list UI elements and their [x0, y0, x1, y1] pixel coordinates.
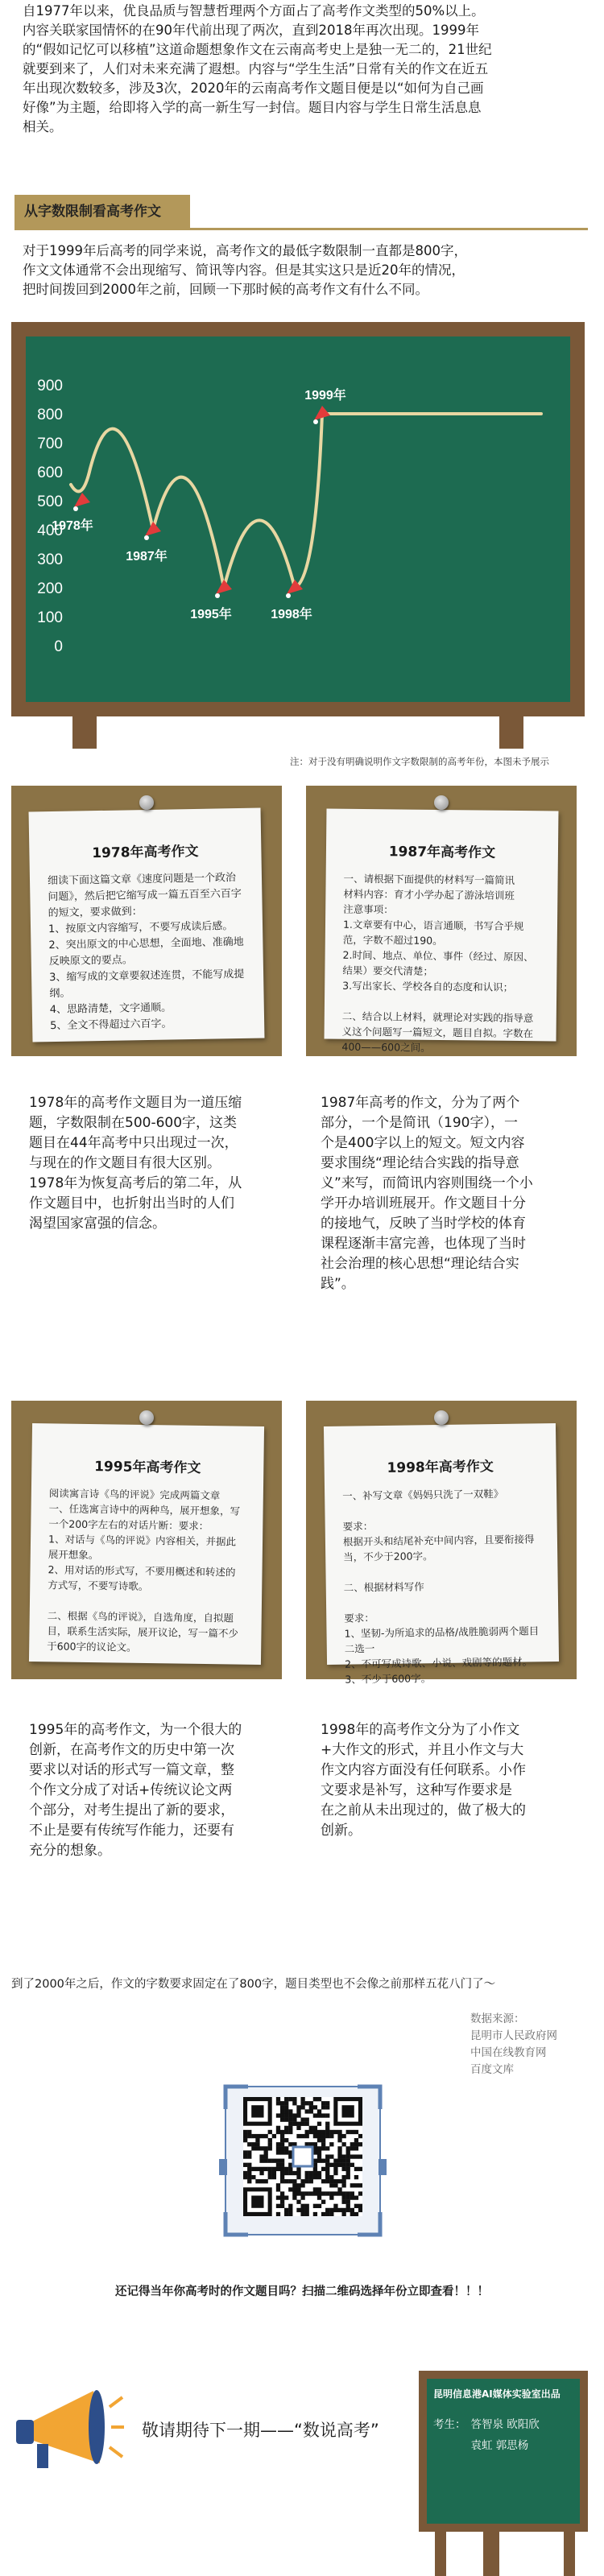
credits-org: 昆明信息港AI媒体实验室出品: [433, 2388, 561, 2400]
desc-line: 学开办培训班展开。作文题目十分: [321, 1195, 526, 1212]
card-frame-1995: [11, 1401, 282, 1679]
megaphone-icon: [5, 2375, 126, 2479]
data-point: [215, 593, 220, 598]
intro-line: 年出现次数较多，涉及3次，2020年的云南高考作文题目便是以“如何为自己画: [23, 80, 484, 96]
board-leg-right: [499, 716, 523, 749]
source-item: 百度文库: [470, 2063, 514, 2076]
card-body: 一、请根据下面提供的材料写一篇简讯 材料内容：育才小学办起了游泳培训班 注意事项： 1.文章要有中心，语言通顺，书写合乎规范，字数不超过190。 2.时间、地点、单位、事件（经过、原因、结果）要交代清楚； 3.写出家长、学校各自的态度和认识； 二、结合以上材料，就理论对实践的指导意义这个问题写一篇短文，题目自拟。字数在400——600之间。: [341, 872, 534, 1054]
desc-line: 不止是要有传统写作能力，还要有: [29, 1823, 234, 1839]
chart-note: 注：对于没有明确说明作文字数限制的高考年份，本图未予展示: [290, 756, 549, 767]
data-point: [73, 506, 78, 511]
intro-line: 就要到来了，人们对未来充满了遐想。内容与“学生生活”日常有关的作文在近五: [23, 61, 489, 76]
pin-icon: [139, 1410, 154, 1425]
data-marker: [145, 522, 161, 536]
credits-name-line: 答智泉 欧阳欣: [470, 2418, 540, 2431]
card-paper: [324, 1423, 559, 1686]
chalkboard-surface: [26, 336, 570, 702]
card-frame-1978: [11, 786, 282, 1056]
section-para-line: 对于1999年后高考的同学来说，高考作文的最低字数限制一直都是800字，: [23, 243, 467, 258]
card-body: 一、补写文章《妈妈只洗了一双鞋》 要求： 根据开头和结尾补充中间内容，且要衔接得当，不少于200字。 二、根据材料写作 要求： 1、坚韧-为所追求的品格/战胜脆弱两个题目二选一 2、不可写成诗歌、小说、戏剧等的题材。 3、不少于600字。: [342, 1487, 540, 1686]
card-paper: [29, 1423, 264, 1665]
credits-board: [419, 2371, 588, 2532]
y-tick-label: 200: [37, 580, 63, 597]
desc-line: 作文题目中，也折射出当时的人们: [29, 1195, 234, 1212]
easel-leg: [564, 2532, 575, 2576]
card-description-1987: [321, 1093, 562, 1294]
credits-name-line: 袁虹 郭思杨: [470, 2439, 529, 2452]
desc-line: 1995年的高考作文，为一个很大的: [29, 1722, 242, 1738]
data-point: [313, 419, 318, 424]
x-category-label: 1999年: [304, 389, 346, 402]
credits-label: 考生：: [433, 2418, 466, 2431]
pin-icon: [434, 1410, 449, 1425]
intro-line: 好像”为主题，给即将入学的高一新生写一封信。题目内容与学生日常生活息息: [23, 100, 482, 115]
x-category-label: 1987年: [126, 550, 168, 564]
x-category-label: 1978年: [52, 519, 93, 533]
section-para-line: 把时间拨回到2000年之前，回顾一下那时候的高考作文有什么不同。: [23, 282, 428, 297]
pin-icon: [434, 795, 449, 810]
desc-line: 个作文分成了对话+传统议论文两: [29, 1782, 233, 1798]
desc-line: 个是400字以上的短文。短文内容: [321, 1135, 525, 1151]
card-frame-1998: [306, 1401, 577, 1686]
desc-line: 创新，在高考作文的历史中第一次: [29, 1742, 234, 1758]
sources-label: 数据来源：: [470, 2013, 525, 2025]
chalkboard: [11, 322, 585, 716]
x-category-label: 1995年: [190, 608, 232, 621]
y-tick-label: 300: [37, 551, 63, 568]
desc-line: 题，字数限制在500-600字，这类: [29, 1115, 238, 1131]
desc-line: 作文内容方面没有任何联系。小作: [321, 1762, 526, 1778]
easel-leg: [435, 2532, 446, 2576]
intro-line: 相关。: [23, 119, 63, 134]
desc-line: 社会治理的核心思想“理论结合实: [321, 1256, 519, 1272]
section-paragraph: [23, 242, 586, 299]
y-tick-label: 700: [37, 436, 63, 452]
intro-paragraph: [23, 2, 586, 137]
desc-line: 充分的想象。: [29, 1843, 111, 1859]
data-point: [286, 593, 291, 598]
credits-names: [471, 2415, 540, 2452]
closing-sentence: 到了2000年之后，作文的字数要求固定在了800字，题目类型也不会像之前那样五花八门了～: [11, 1978, 496, 1991]
y-tick-label: 600: [37, 464, 63, 481]
y-tick-label: 100: [37, 609, 63, 626]
section-divider: [14, 228, 588, 230]
y-tick-label: 0: [54, 638, 63, 655]
desc-line: 部分，一个是简讯（190字），一: [321, 1115, 518, 1131]
desc-line: 1987年高考的作文，分为了两个: [321, 1095, 520, 1111]
qr-block[interactable]: [219, 2080, 387, 2241]
desc-line: +大作文的形式，并且小作文与大: [321, 1742, 524, 1758]
desc-line: 要求围绕“理论结合实践的指导意: [321, 1155, 519, 1171]
desc-line: 在之前从未出现过的，做了极大的: [321, 1802, 526, 1818]
y-tick-label: 500: [37, 493, 63, 510]
y-tick-label: 400: [37, 522, 63, 539]
card-title: 1995年高考作文: [94, 1459, 201, 1476]
card-body: 阅读寓言诗《鸟的评说》完成两篇文章 一、任选寓言诗中的两种鸟，展开想象，写一个200字左右的对话片断：要求： 1、对话与《鸟的评说》内容相关，并据此展开想象。 2、用对话的形式写，不要用概述和转述的方式写，不要写诗歌。 二、根据《鸟的评说》，自选角度，自拟题目，联系生活实际，展开议论，写一篇不少于600字的议论文。: [47, 1487, 241, 1653]
desc-line: 课程逐渐丰富完善，也体现了当时: [321, 1236, 526, 1252]
card-description-1978: [29, 1093, 271, 1234]
credits-list: [433, 2415, 573, 2452]
desc-line: 的接地气，反映了当时学校的体育: [321, 1216, 526, 1232]
word-limit-chart: [26, 336, 570, 702]
card-title: 1978年高考作文: [92, 843, 199, 862]
next-issue-text: 敬请期待下一期——“数说高考”: [142, 2421, 379, 2440]
desc-line: 1978年的高考作文题目为一道压缩: [29, 1095, 242, 1111]
scan-prompt: 还记得当年你高考时的作文题目吗？扫描二维码选择年份立即查看！！！: [115, 2285, 489, 2298]
source-item: 中国在线教育网: [470, 2046, 547, 2059]
board-leg-left: [72, 716, 97, 749]
section-title: 从字数限制看高考作文: [24, 204, 161, 220]
card-title: 1987年高考作文: [388, 844, 496, 861]
card-body: 细读下面这篇文章《速度问题是一个政治问题》，然后把它缩写成一篇五百至六百字的短文，要求做到： 1、按原文内容缩写，不要写成读后感。 2、突出原文的中心思想，全面地、准确地反映原文的要点。 3、缩写成的文章要叙述连贯，不能写成提纲。 4、思路清楚，文字通顺。 5、全文不得超过六百字。: [47, 872, 245, 1033]
section-para-line: 作文文体通常不会出现缩写、简讯等内容。但是其实这只是近20年的情况，: [23, 262, 465, 278]
qr-code[interactable]: [243, 2097, 362, 2216]
desc-line: 个部分，对考生提出了新的要求，: [29, 1802, 234, 1818]
card-description-1998: [321, 1720, 562, 1841]
desc-line: 题目在44年高考中只出现过一次，: [29, 1135, 238, 1151]
source-item: 昆明市人民政府网: [470, 2029, 557, 2042]
easel-leg: [483, 2532, 499, 2576]
desc-line: 渴望国家富强的信念。: [29, 1216, 166, 1232]
section-header: [14, 195, 190, 229]
card-frame-1987: [306, 786, 577, 1056]
desc-line: 1978年为恢复高考后的第二年，从: [29, 1175, 242, 1191]
card-title: 1998年高考作文: [387, 1459, 494, 1476]
desc-line: 1998年的高考作文分为了小作文: [321, 1722, 520, 1738]
data-point: [144, 535, 149, 540]
desc-line: 与现在的作文题目有很大区别。: [29, 1155, 221, 1171]
y-tick-label: 800: [37, 407, 63, 423]
credits-surface: [427, 2379, 580, 2524]
desc-line: 要求以对话的形式写一篇文章，整: [29, 1762, 234, 1778]
data-marker: [216, 580, 232, 594]
x-category-label: 1998年: [271, 608, 312, 621]
data-marker: [74, 493, 90, 507]
y-tick-label: 900: [37, 378, 63, 394]
desc-line: 义”来写，而简讯内容则围绕一个小: [321, 1175, 533, 1191]
intro-line: 自1977年以来，优良品质与智慧哲理两个方面占了高考作文类型的50%以上。: [23, 3, 485, 19]
pin-icon: [139, 795, 154, 810]
card-description-1995: [29, 1720, 279, 1861]
card-paper: [29, 808, 265, 1042]
desc-line: 创新。: [321, 1823, 362, 1839]
intro-line: 的“假如记忆可以移植”这道命题想象作文在云南高考史上是独一无二的，21世纪: [23, 42, 492, 57]
data-sources: [470, 2011, 557, 2079]
desc-line: 践”。: [321, 1276, 355, 1292]
desc-line: 文要求是补写，这种写作要求是: [321, 1782, 512, 1798]
card-paper: [325, 808, 559, 1054]
intro-line: 内容关联家国情怀的在90年代前出现了两次，直到2018年再次出现。1999年: [23, 23, 479, 38]
